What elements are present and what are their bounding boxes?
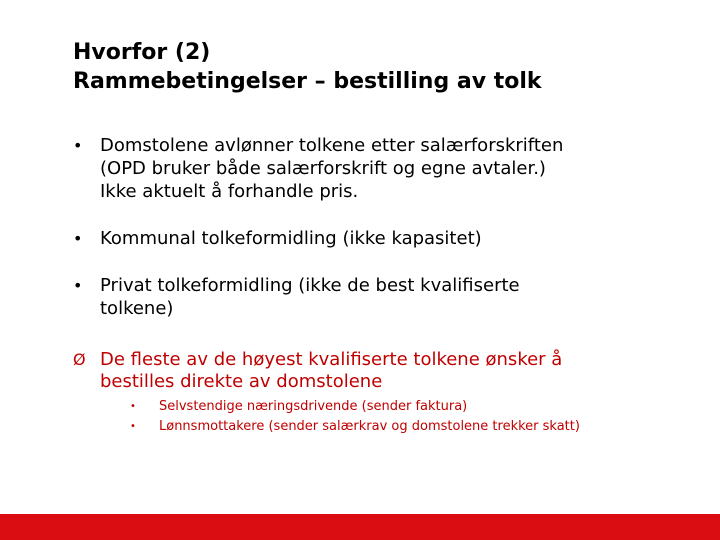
bullet-text-line: Privat tolkeformidling (ikke de best kvalifiserte [100, 275, 520, 296]
sub-bullet-list [73, 397, 673, 437]
bullet-dot-icon: • [73, 276, 83, 295]
arrow-bullet-icon: Ø [73, 350, 86, 369]
bullet-dot-icon: • [73, 136, 83, 155]
bullet-dot-icon: • [73, 229, 83, 248]
highlight-text-line: De fleste av de høyest kvalifiserte tolkene ønsker å [100, 349, 563, 370]
title-line-2: Rammebetingelser – bestilling av tolk [73, 69, 542, 94]
bullet-text-line: (OPD bruker både salærforskrift og egne avtaler.) [100, 158, 546, 179]
bullet-text-line: Ikke aktuelt å forhandle pris. [100, 181, 359, 202]
bullet-text-line: Domstolene avlønner tolkene etter salærforskriften [100, 135, 564, 156]
sub-bullet-text: Selvstendige næringsdrivende (sender faktura) [159, 399, 468, 414]
bullet-text-line: tolkene) [100, 298, 174, 319]
sub-bullet-dot-icon: • [130, 421, 136, 432]
sub-bullet-dot-icon: • [130, 401, 136, 412]
bullet-text-line: Kommunal tolkeformidling (ikke kapasitet) [100, 228, 482, 249]
highlight-block [73, 349, 673, 437]
sub-bullet-item [73, 397, 673, 417]
bullet-item [73, 274, 673, 320]
sub-bullet-item [73, 417, 673, 437]
bullet-item [73, 134, 673, 203]
sub-bullet-text: Lønnsmottakere (sender salærkrav og domstolene trekker skatt) [159, 419, 580, 434]
slide-title [73, 38, 693, 96]
bullet-list [73, 134, 673, 320]
highlight-item [73, 349, 673, 393]
bullet-item [73, 227, 673, 250]
footer-bar [0, 514, 720, 540]
highlight-text-line: bestilles direkte av domstolene [100, 371, 383, 392]
title-line-1: Hvorfor (2) [73, 40, 211, 65]
